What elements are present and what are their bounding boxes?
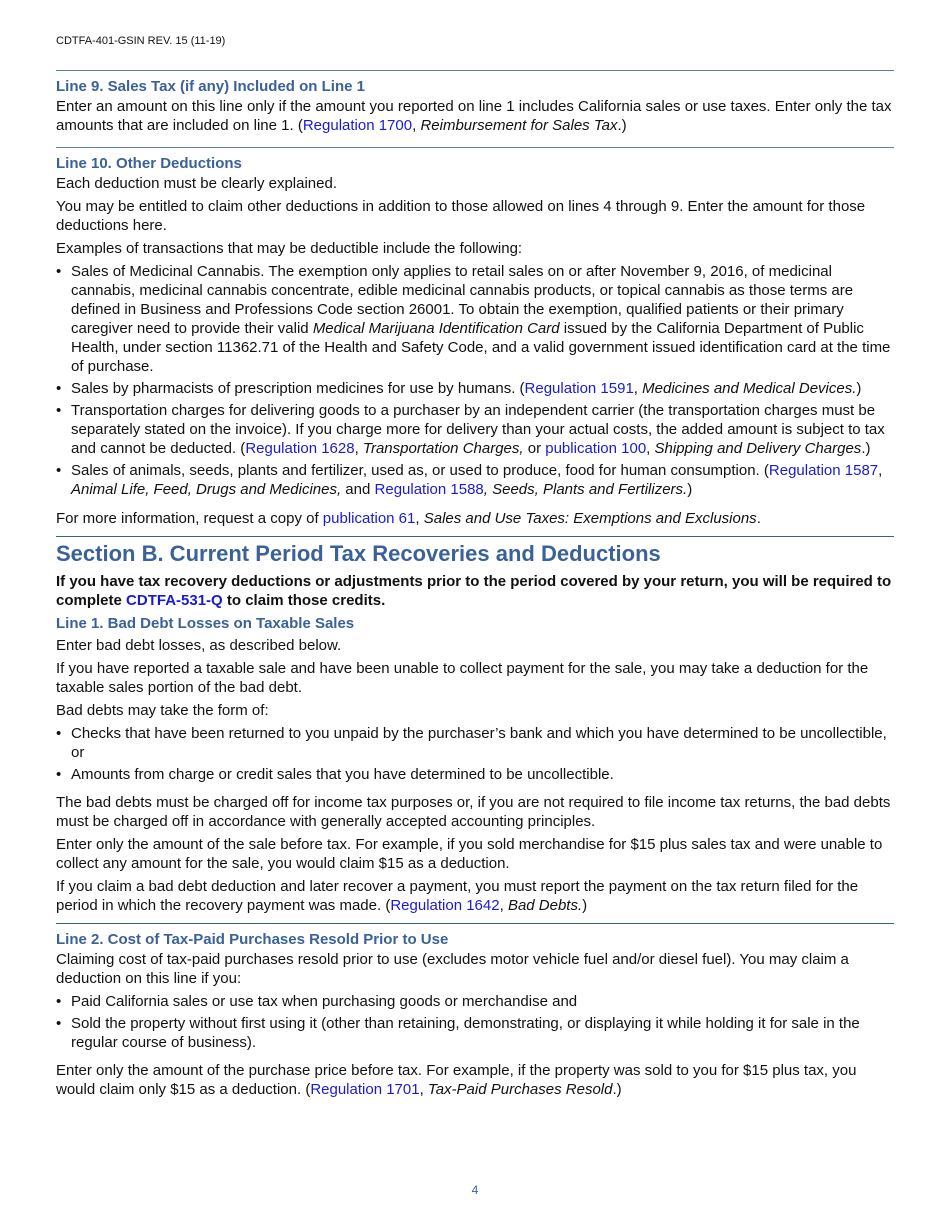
- regulation-1588-link[interactable]: Regulation 1588: [374, 481, 484, 498]
- divider: [56, 147, 894, 148]
- line9-heading: Line 9. Sales Tax (if any) Included on Line 1: [56, 78, 365, 95]
- line10-list: [56, 262, 894, 499]
- list-item: • Paid California sales or use tax when purchasing goods or merchandise and: [56, 993, 578, 1010]
- line1-p5: Enter only the amount of the sale before tax. For example, if you sold merchandise for $15 plus sales tax and were unable to collect any amount for the sale, you would claim $15 as a deduction.: [56, 836, 883, 872]
- regulation-1628-link[interactable]: Regulation 1628: [245, 440, 355, 457]
- list-item: • Sales by pharmacists of prescription medicines for use by humans. (Regulation 1591, Medicines and Medical Devices.): [56, 380, 862, 397]
- regulation-1642-link[interactable]: Regulation 1642: [390, 897, 500, 914]
- line1-p3: Bad debts may take the form of:: [56, 702, 269, 719]
- line2-p2: Enter only the amount of the purchase price before tax. For example, if the property was sold to you for $15 plus tax, you would claim only $15 as a deduction. (Regulation 1701, Tax-Paid Purchases Resold.): [56, 1062, 857, 1098]
- line10-p1: Each deduction must be clearly explained.: [56, 175, 338, 192]
- divider: [56, 536, 894, 537]
- line1-heading: Line 1. Bad Debt Losses on Taxable Sales: [56, 615, 355, 632]
- line1-p2: If you have reported a taxable sale and have been unable to collect payment for the sale, you may take a deduction for the taxable sales portion of the bad debt.: [56, 660, 869, 696]
- line1-list: [56, 724, 894, 784]
- section-b-heading: Section B. Current Period Tax Recoveries and Deductions: [56, 541, 661, 566]
- line9-section: [56, 70, 894, 135]
- regulation-1591-link[interactable]: Regulation 1591: [524, 380, 634, 397]
- divider: [56, 70, 894, 71]
- regulation-1701-link[interactable]: Regulation 1701: [310, 1081, 420, 1098]
- page-number: 4: [471, 1183, 479, 1197]
- form-id: CDTFA-401-GSIN REV. 15 (11-19): [56, 35, 226, 47]
- line9-text: Enter an amount on this line only if the amount you reported on line 1 includes California sales or use taxes. Enter only the tax amounts that are included on line 1. (Regulation 1700, Reimbursement for Sales Tax.): [56, 98, 892, 134]
- line1-p4: The bad debts must be charged off for income tax purposes or, if you are not required to file income tax returns, the bad debts must be charged off in accordance with generally accepted accounting principles.: [56, 794, 891, 830]
- list-item: • Sales of animals, seeds, plants and fertilizer, used as, or used to produce, food for human consumption. (Regulation 1587, Animal Life, Feed, Drugs and Medicines, and Regulation 1588, Seeds, Plants and Fertilizers.): [56, 462, 883, 498]
- list-item: • Transportation charges for delivering goods to a purchaser by an independent carrier (the transportation charges must be separately stated on the invoice). If you charge more for delivery than your actual costs, the added amount is subject to tax and cannot be deducted. (Regulation 1628, Transportation Charges, or publication 100, Shipping and Delivery Charges.): [56, 402, 885, 457]
- line2-list: [56, 992, 894, 1052]
- line10-p3: Examples of transactions that may be deductible include the following:: [56, 240, 523, 257]
- line10-more-info: For more information, request a copy of publication 61, Sales and Use Taxes: Exemptions and Exclusions.: [56, 510, 761, 527]
- line2-p1: Claiming cost of tax-paid purchases resold prior to use (excludes motor vehicle fuel and/or diesel fuel). You may claim a deduction on this line if you:: [56, 951, 849, 987]
- list-item: • Sold the property without first using it (other than retaining, demonstrating, or displaying it while holding it for sale in the regular course of business).: [56, 1015, 860, 1051]
- publication-61-link[interactable]: publication 61: [322, 510, 416, 527]
- list-item: • Sales of Medicinal Cannabis. The exemption only applies to retail sales on or after November 9, 2016, of medicinal cannabis, medicinal cannabis concentrate, edible medicinal cannabis products, or topical cannabis as those terms are defined in Business and Professions Code section 26001. To obtain the exemption, qualified patients or their primary caregiver need to provide their valid Medical Marijuana Identification Card issued by the California Department of Public Health, under section 11362.71 of the Health and Safety Code, and a valid government issued identification card at the time of purchase.: [56, 263, 891, 375]
- list-item: • Checks that have been returned to you unpaid by the purchaser’s bank and which you have determined to be uncollectible, or: [56, 725, 887, 761]
- line2-section: [56, 923, 894, 1099]
- divider: [56, 923, 894, 924]
- list-item: • Amounts from charge or credit sales that you have determined to be uncollectible.: [56, 766, 614, 783]
- publication-100-link[interactable]: publication 100: [545, 440, 647, 457]
- section-b-intro: If you have tax recovery deductions or adjustments prior to the period covered by your return, you will be required to complete CDTFA-531-Q to claim those credits.: [56, 573, 892, 609]
- line10-p2: You may be entitled to claim other deductions in addition to those allowed on lines 4 through 9. Enter the amount for those deductions here.: [56, 198, 866, 234]
- line2-heading: Line 2. Cost of Tax-Paid Purchases Resold Prior to Use: [56, 931, 449, 948]
- line10-heading: Line 10. Other Deductions: [56, 155, 242, 172]
- section-b: [56, 536, 894, 915]
- line1-p6: If you claim a bad debt deduction and later recover a payment, you must report the payment on the tax return filed for the period in which the recovery payment was made. (Regulation 1642, Bad Debts.): [56, 878, 859, 914]
- regulation-1700-link[interactable]: Regulation 1700: [302, 117, 413, 134]
- line10-section: [56, 147, 894, 528]
- line1-p1: Enter bad debt losses, as described below.: [56, 637, 342, 654]
- regulation-1587-link[interactable]: Regulation 1587: [768, 462, 879, 479]
- cdtfa-531-q-link[interactable]: CDTFA-531-Q: [126, 592, 223, 609]
